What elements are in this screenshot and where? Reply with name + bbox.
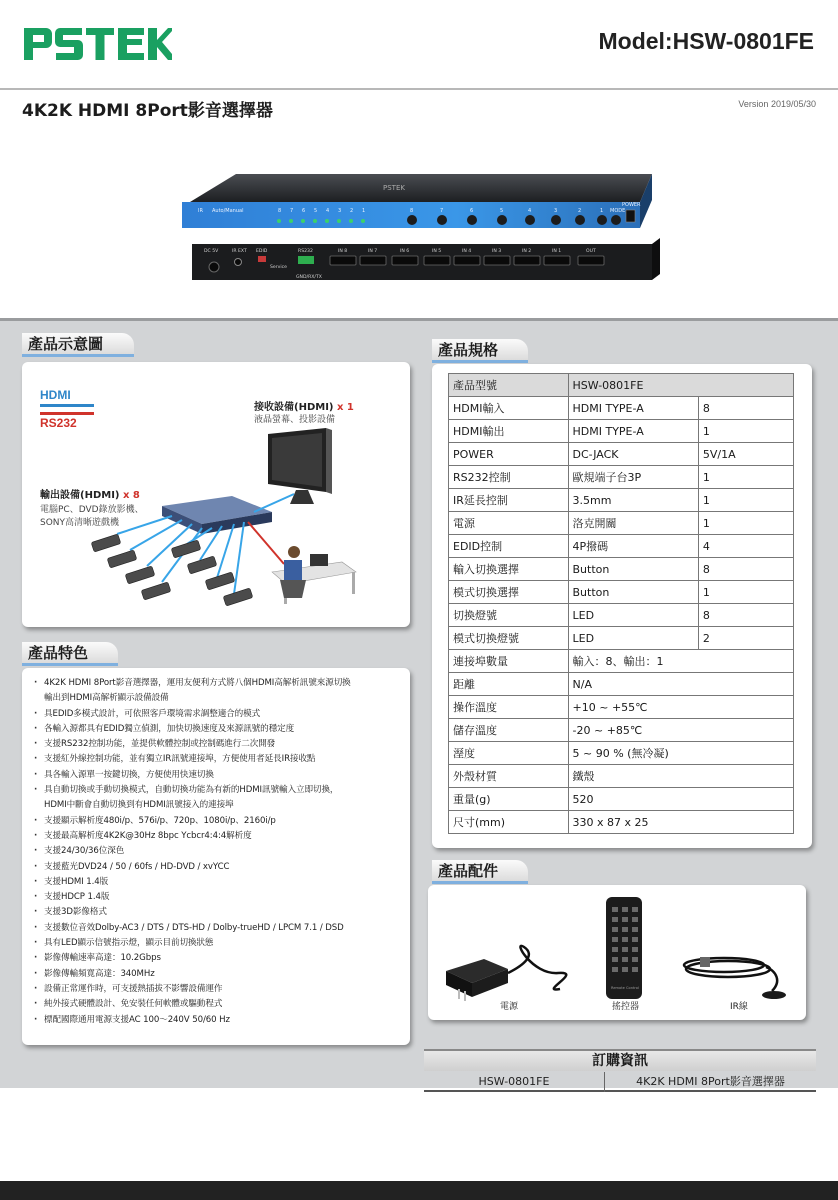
spec-row: [449, 719, 794, 742]
svg-text:2: 2: [350, 208, 354, 214]
spec-qty: 1: [698, 466, 793, 489]
spec-row: [449, 673, 794, 696]
legend-hdmi: HDMI: [40, 388, 71, 402]
feature-item: · 支援RS232控制功能，並提供軟體控制或控制碼進行二次開發: [32, 737, 404, 752]
spec-qty: 2: [698, 627, 793, 650]
svg-text:4: 4: [326, 208, 330, 214]
svg-text:IN 7: IN 7: [368, 249, 378, 254]
device-photo: [178, 172, 660, 292]
spec-qty: 1: [698, 581, 793, 604]
spec-label: 尺寸(mm): [449, 811, 569, 834]
svg-text:IR EXT: IR EXT: [232, 249, 247, 254]
spec-row: [449, 489, 794, 512]
legend-rs232: RS232: [40, 416, 77, 430]
svg-text:Auto/Manual: Auto/Manual: [212, 208, 244, 214]
spec-label: RS232控制: [449, 466, 569, 489]
svg-text:MODE: MODE: [610, 208, 626, 214]
svg-text:8: 8: [278, 208, 282, 214]
receiver-title-text: 接收設備(HDMI): [254, 402, 334, 413]
spec-label: HDMI輸出: [449, 420, 569, 443]
source-desc-1: 電腦PC、DVD錄放影機、: [40, 505, 144, 515]
spec-label: 距離: [449, 673, 569, 696]
ir-cable-icon: [684, 958, 777, 991]
order-model: HSW-0801FE: [478, 1075, 550, 1088]
specs-panel: [432, 364, 812, 848]
spec-qty: 4: [698, 535, 793, 558]
svg-text:RS232: RS232: [298, 249, 313, 254]
spec-label: 溼度: [449, 742, 569, 765]
feature-item: · 具有LED顯示信號指示燈，顯示目前切換狀態: [32, 936, 404, 951]
order-info-row: [424, 1072, 816, 1092]
operator-desk-icon: [272, 546, 356, 604]
spec-value: 5 ~ 90 % (無冷凝): [568, 742, 793, 765]
feature-item: · 標配國際通用電源支援AC 100～240V 50/60 Hz: [32, 1013, 404, 1028]
spec-label: 操作溫度: [449, 696, 569, 719]
spec-qty: 8: [698, 604, 793, 627]
footer-bar: [0, 1181, 838, 1200]
feature-item: · 影像傳輸頻寬高達：340MHz: [32, 967, 404, 982]
spec-value: 歐規端子台3P: [568, 466, 698, 489]
source-desc-2: SONY高清晰遊戲機: [40, 518, 120, 528]
spec-label: 儲存溫度: [449, 719, 569, 742]
svg-text:6: 6: [302, 208, 306, 214]
spec-row: [449, 535, 794, 558]
svg-text:IR: IR: [198, 208, 203, 214]
spec-row: [449, 788, 794, 811]
feature-item: · 支援紅外線控制功能，並有獨立IR訊號連接埠，方便使用者延長IR接收點: [32, 752, 404, 767]
feature-item: · 支援最高解析度4K2K@30Hz 8bpc Ycbcr4:4:4解析度: [32, 829, 404, 844]
spec-table: [448, 373, 794, 834]
spec-row: [449, 397, 794, 420]
svg-text:IN 4: IN 4: [462, 249, 472, 254]
svg-text:7: 7: [290, 208, 294, 214]
svg-text:1: 1: [600, 208, 604, 214]
spec-label: EDID控制: [449, 535, 569, 558]
svg-text:5: 5: [500, 208, 504, 214]
svg-text:IN 6: IN 6: [400, 249, 410, 254]
spec-qty: 1: [698, 420, 793, 443]
spec-value: -20 ~ +85℃: [568, 719, 793, 742]
section-accessories-title: 產品配件: [438, 862, 499, 880]
svg-text:IN 3: IN 3: [492, 249, 502, 254]
svg-text:3: 3: [338, 208, 342, 214]
spec-value: HSW-0801FE: [568, 374, 793, 397]
brand-logo: [22, 24, 172, 64]
svg-text:1: 1: [362, 208, 366, 214]
svg-text:OUT: OUT: [586, 249, 596, 254]
version-label: Version 2019/05/30: [738, 99, 816, 109]
svg-text:5: 5: [314, 208, 318, 214]
feature-item: · 各輸入源都具有EDID獨立偵測，加快切換速度及來源訊號的穩定度: [32, 722, 404, 737]
spec-label: 外殼材質: [449, 765, 569, 788]
receiver-count: x 1: [336, 402, 354, 413]
model-title: Model:HSW-0801FE: [598, 28, 814, 54]
power-label: 電源: [500, 1002, 519, 1012]
header-divider: [0, 88, 838, 90]
spec-row: [449, 696, 794, 719]
spec-label: 模式切換選擇: [449, 581, 569, 604]
svg-text:IN 2: IN 2: [522, 249, 532, 254]
svg-text:IN 8: IN 8: [338, 249, 348, 254]
svg-text:EDID: EDID: [256, 249, 268, 254]
connection-diagram: [22, 362, 410, 627]
spec-value: N/A: [568, 673, 793, 696]
source-count: x 8: [122, 490, 140, 501]
device-top-brand: PSTEK: [383, 184, 405, 192]
spec-row: [449, 512, 794, 535]
spec-row: [449, 420, 794, 443]
svg-text:3: 3: [554, 208, 558, 214]
feature-item: · 支援24/30/36位深色: [32, 844, 404, 859]
order-description: 4K2K HDMI 8Port影音選擇器: [636, 1075, 785, 1088]
spec-label: 切換燈號: [449, 604, 569, 627]
spec-row: [449, 604, 794, 627]
order-info-title: 訂購資訊: [424, 1049, 816, 1071]
spec-value: 4P撥碼: [568, 535, 698, 558]
spec-qty: 5V/1A: [698, 443, 793, 466]
feature-item: · 具EDID多模式設計，可依照客戶環境需求調整適合的模式: [32, 707, 404, 722]
product-subtitle: 4K2K HDMI 8Port影音選擇器: [22, 101, 273, 121]
spec-qty: 8: [698, 397, 793, 420]
content-top-rule: [0, 318, 838, 321]
spec-value: Button: [568, 581, 698, 604]
feature-item: · 支援數位音效Dolby-AC3 / DTS / DTS-HD / Dolby-trueHD / LPCM 7.1 / DSD: [32, 921, 404, 936]
svg-text:DC 5V: DC 5V: [204, 249, 219, 254]
feature-item: · 支援顯示解析度480i/p、576i/p、720p、1080i/p、2160i/p: [32, 814, 404, 829]
feature-item: · 支援HDCP 1.4版: [32, 890, 404, 905]
svg-text:6: 6: [470, 208, 474, 214]
spec-value: Button: [568, 558, 698, 581]
feature-item: · 純外接式硬體設計、免安裝任何軟體或驅動程式: [32, 997, 404, 1012]
spec-value: 520: [568, 788, 793, 811]
spec-label: HDMI輸入: [449, 397, 569, 420]
spec-value: 洛克開關: [568, 512, 698, 535]
feature-item: · 4K2K HDMI 8Port影音選擇器，運用友便利方式將八個HDMI高解析訊號來源切換: [32, 676, 404, 691]
power-adapter-icon: [446, 946, 566, 1001]
spec-label: 電源: [449, 512, 569, 535]
section-specs-title: 產品規格: [438, 341, 499, 359]
spec-row: [449, 581, 794, 604]
svg-text:IN 5: IN 5: [432, 249, 442, 254]
section-accessories-header: [432, 860, 528, 884]
spec-value: HDMI TYPE-A: [568, 397, 698, 420]
spec-label: 模式切換燈號: [449, 627, 569, 650]
spec-value: 鐵殼: [568, 765, 793, 788]
feature-item: · 設備正常運作時，可支援熱插拔不影響設備運作: [32, 982, 404, 997]
spec-label: IR延長控制: [449, 489, 569, 512]
source-title-text: 輸出設備(HDMI): [40, 490, 120, 501]
svg-text:4: 4: [528, 208, 532, 214]
feature-item: · 支援3D影像格式: [32, 905, 404, 920]
switcher-box-icon: [162, 496, 272, 534]
spec-row: [449, 443, 794, 466]
spec-value: HDMI TYPE-A: [568, 420, 698, 443]
monitor-icon: [268, 428, 332, 504]
ir-cable-label: IR線: [730, 1002, 748, 1012]
svg-text:7: 7: [440, 208, 444, 214]
spec-row: [449, 466, 794, 489]
section-diagram-header: [22, 333, 134, 357]
svg-text:Service: Service: [270, 265, 287, 270]
spec-row: [449, 374, 794, 397]
spec-value: DC-JACK: [568, 443, 698, 466]
spec-value: 輸入：8、輸出：1: [568, 650, 793, 673]
section-diagram-title: 產品示意圖: [28, 335, 104, 353]
spec-label: 產品型號: [449, 374, 569, 397]
feature-list: [32, 676, 404, 1028]
spec-label: 連接埠數量: [449, 650, 569, 673]
spec-value: +10 ~ +55℃: [568, 696, 793, 719]
svg-text:2: 2: [578, 208, 582, 214]
feature-item: · 支援HDMI 1.4版: [32, 875, 404, 890]
spec-row: [449, 765, 794, 788]
spec-row: [449, 811, 794, 834]
feature-item: 輸出到HDMI高解析顯示設備設備: [44, 693, 169, 704]
remote-label: 搖控器: [612, 1002, 640, 1012]
spec-value: LED: [568, 627, 698, 650]
spec-label: POWER: [449, 443, 569, 466]
svg-text:8: 8: [410, 208, 414, 214]
spec-qty: 1: [698, 512, 793, 535]
spec-qty: 1: [698, 489, 793, 512]
spec-value: 3.5mm: [568, 489, 698, 512]
feature-item: · 具自動切換或手動切換模式，自動切換功能為有新的HDMI訊號輸入立即切換，: [32, 783, 404, 798]
feature-item: · 支援藍光DVD24 / 50 / 60fs / HD-DVD / xvYCC: [32, 860, 404, 875]
receiver-desc: 液晶螢幕、投影設備: [254, 415, 336, 425]
features-panel: [22, 668, 410, 1045]
section-specs-header: [432, 339, 528, 363]
spec-value: 330 x 87 x 25: [568, 811, 793, 834]
spec-label: 重量(g): [449, 788, 569, 811]
feature-item: · 具各輸入源單一按鍵切換，方便使用快速切換: [32, 768, 404, 783]
accessories-panel: [428, 885, 806, 1020]
section-features-header: [22, 642, 118, 666]
feature-item: · 影像傳輸速率高達：10.2Gbps: [32, 951, 404, 966]
section-features-title: 產品特色: [28, 644, 89, 662]
remote-brand-label: Remote Control: [611, 986, 639, 990]
svg-text:GND/RX/TX: GND/RX/TX: [296, 275, 322, 280]
svg-text:IN 1: IN 1: [552, 249, 562, 254]
spec-label: 輸入切換選擇: [449, 558, 569, 581]
diagram-panel: [22, 362, 410, 627]
spec-row: [449, 742, 794, 765]
remote-control-icon: [606, 897, 642, 999]
spec-qty: 8: [698, 558, 793, 581]
spec-row: [449, 558, 794, 581]
feature-item: HDMI中斷會自動切換到有HDMI訊號接入的連接埠: [44, 800, 234, 811]
svg-text:POWER: POWER: [622, 202, 641, 208]
spec-row: [449, 650, 794, 673]
spec-value: LED: [568, 604, 698, 627]
spec-row: [449, 627, 794, 650]
